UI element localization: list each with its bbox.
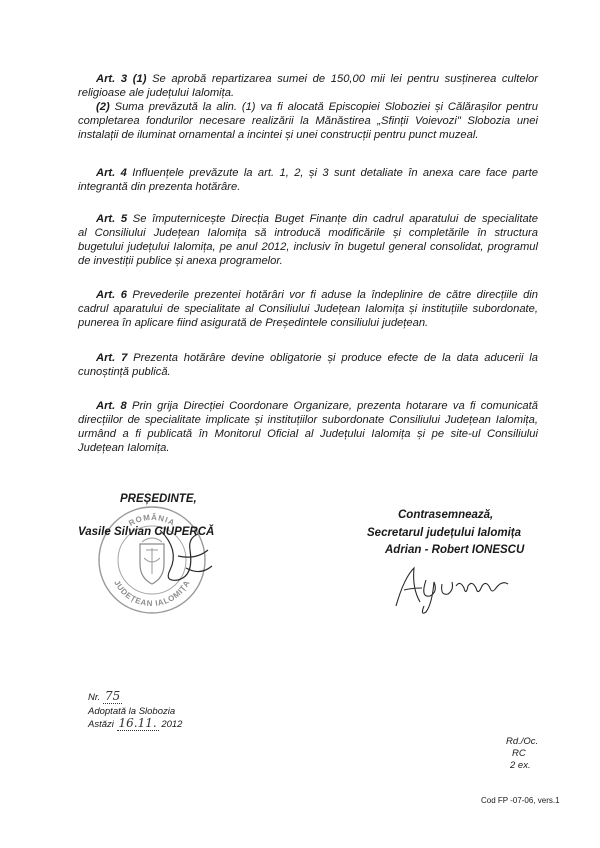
secretary-signature: [390, 558, 530, 618]
article-8: Art. 8 Prin grija Direcției Coordonare Organizare, prezenta hotarare va fi comunicată direcțiilor de specialitate implicate și instituțiilor subordonate Consiliului Județean Ialomița, urmând a fi publicată în Monitorul Oficial al Județului Ialomița și pe site-ul Consiliului Județean Ialomița.: [78, 400, 538, 454]
decision-number-value: 75: [104, 689, 121, 703]
adoption-date-value: 16.11.: [118, 716, 157, 730]
article-4-label: Art. 4: [96, 167, 127, 179]
initials: RC: [512, 748, 526, 759]
svg-text:JUDEȚEAN IALOMIȚA: JUDEȚEAN IALOMIȚA: [112, 578, 192, 609]
article-3: Art. 3 (1) Se aprobă repartizarea sumei de 150,00 mii lei pentru susținerea cultelor religioase ale județului Ialomița. (2) Suma prevăzută la alin. (1) va fi alocată Episcopiei Sloboziei și Călărașilor pentru completarea fondurilor necesare realizării la Mănăstirea „Sfinții Voievozi" Slobozia unei instalații de iluminat ornamental a incintei și unei construcții pentru punct muzeal.: [78, 73, 538, 141]
article-7-label: Art. 7: [96, 352, 128, 364]
president-signature: [150, 520, 220, 590]
svg-text:ROMÂNIA: ROMÂNIA: [127, 512, 177, 528]
article-4: Art. 4 Influențele prevăzute la art. 1, 2, și 3 sunt detaliate în anexa care face parte integrantă din prezenta hotărâre.: [78, 167, 538, 193]
copies-count: 2 ex.: [510, 760, 531, 771]
secretary-name: Adrian - Robert IONESCU: [385, 544, 525, 556]
article-6-label: Art. 6: [96, 289, 127, 301]
decision-number: Nr. 75: [88, 689, 121, 703]
adopted-at: Adoptată la Slobozia: [88, 706, 176, 717]
article-3-label: Art. 3: [96, 73, 128, 85]
secretary-role: Secretarul județului Ialomița: [367, 527, 522, 539]
countersign-title: Contrasemnează,: [398, 509, 494, 521]
drafted-by: Rd./Oc.: [506, 736, 539, 747]
article-5-label: Art. 5: [96, 213, 128, 225]
president-name: Vasile Silvian CIUPERCĂ: [78, 526, 215, 538]
president-title: PREȘEDINTE,: [120, 493, 197, 505]
article-5: Art. 5 Se împuternicește Direcția Buget Finanțe din cadrul aparatului de specialitate al Consiliului Județean Ialomița să introducă modificările și completările în structura bugetului județului Ialomița, pe anul 2012, inclusiv în bugetul general consolidat, programul de investiții publice și anexa programelor.: [78, 213, 538, 267]
form-code: Cod FP -07-06, vers.1: [481, 796, 560, 805]
adoption-date: Astăzi 16.11. 2012: [88, 716, 183, 730]
article-6: Art. 6 Prevederile prezentei hotărâri vor fi aduse la îndeplinire de către direcțiile din cadrul aparatului de specialitate al Consiliului Județean Ialomița și instituțiile subordonate, punerea în aplicare fiind asigurată de Președintele consiliului județean.: [78, 289, 538, 329]
article-8-label: Art. 8: [96, 400, 127, 412]
article-7: Art. 7 Prezenta hotărâre devine obligatorie și produce efecte de la data aducerii la cunoștință publică.: [78, 352, 538, 378]
